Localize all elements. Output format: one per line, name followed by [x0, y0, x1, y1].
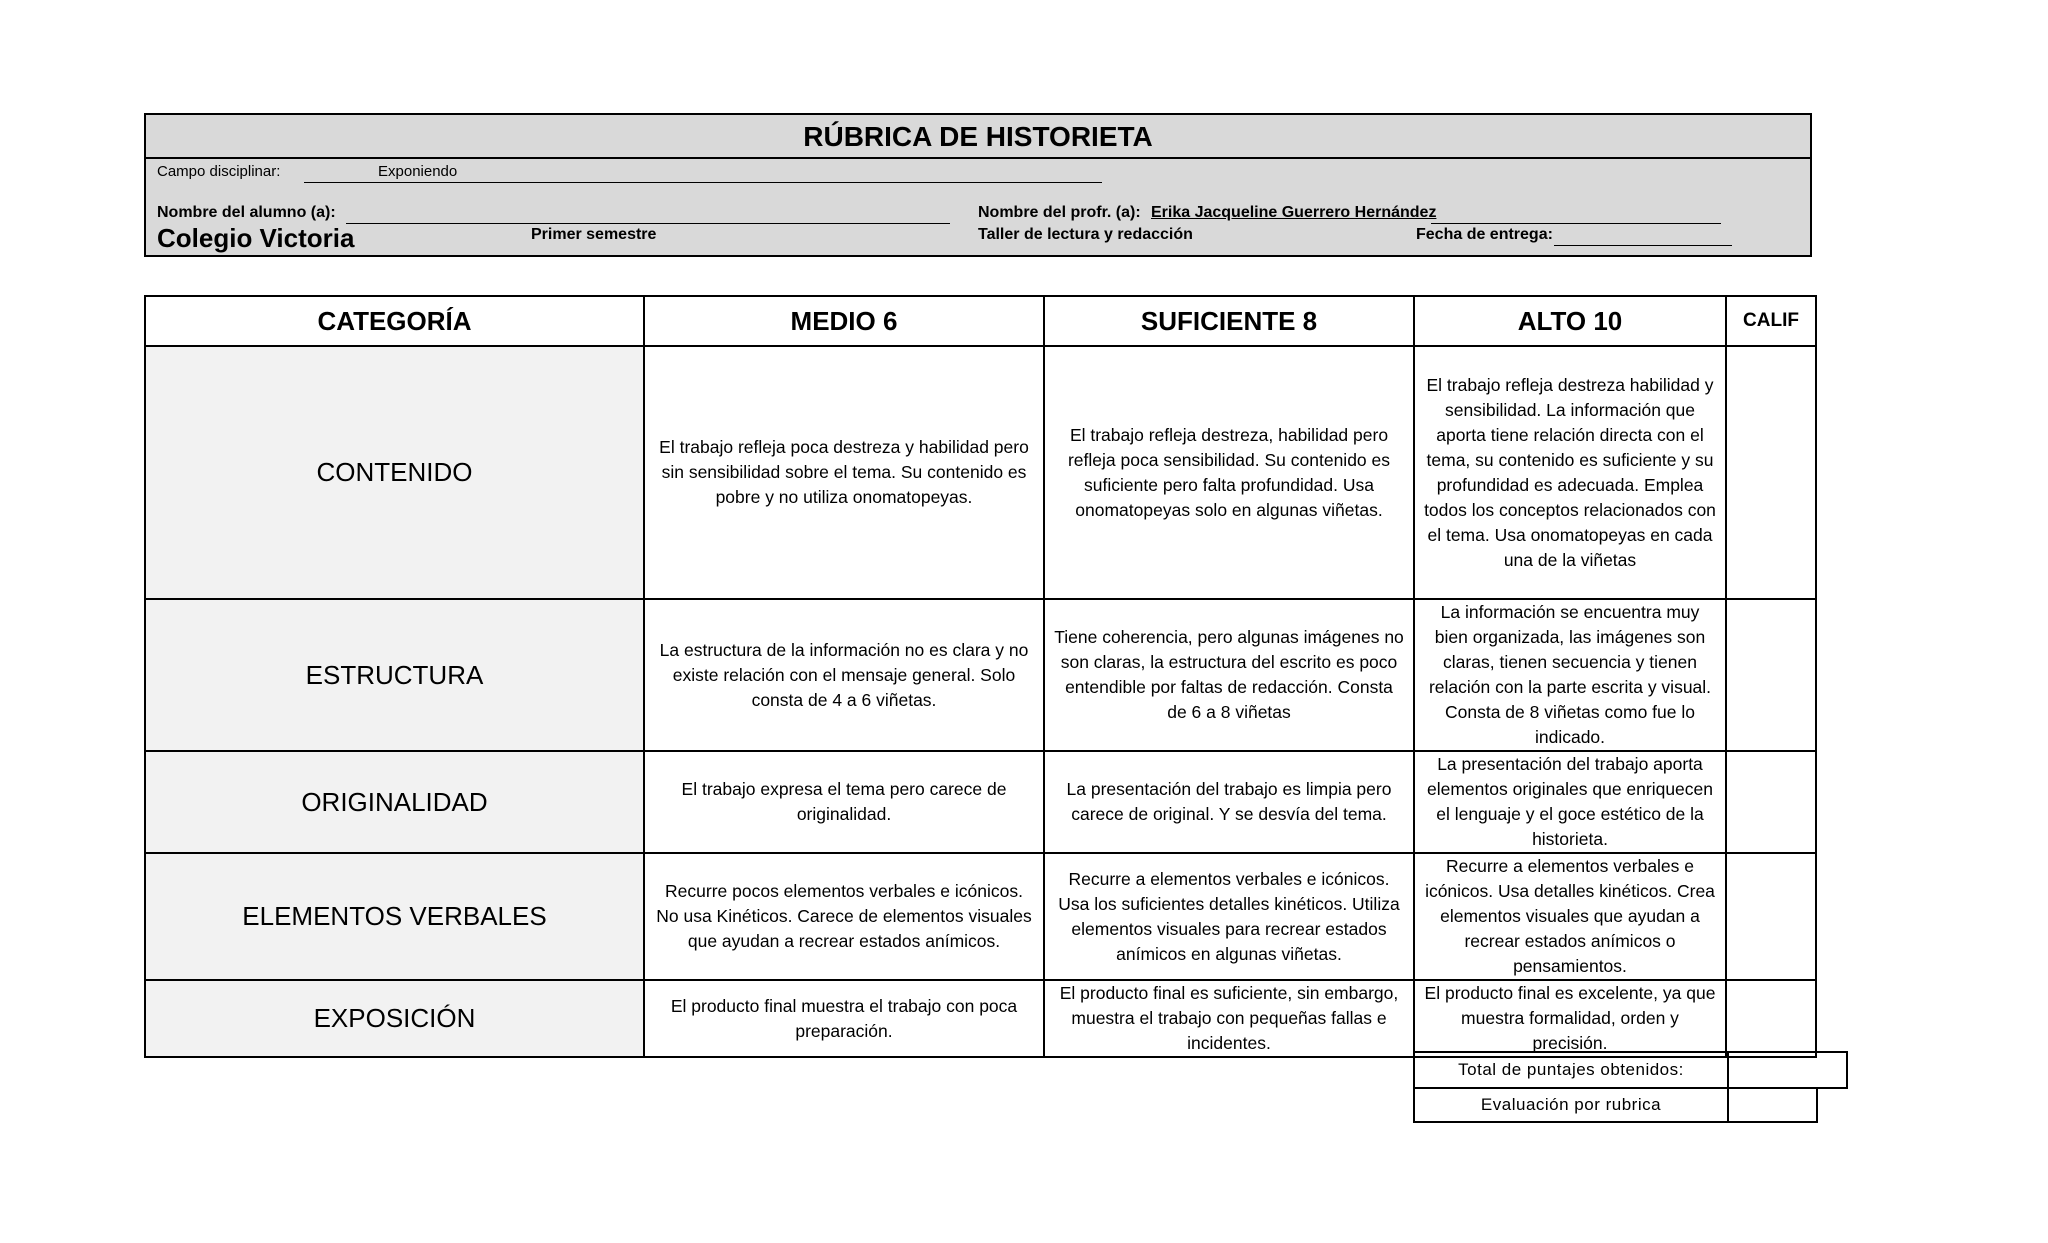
campo-underline	[304, 182, 1102, 183]
medio-cell: Recurre pocos elementos verbales e icónicos. No usa Kinéticos. Carece de elementos visuales que ayudan a recrear estados anímicos.	[644, 853, 1044, 980]
suficiente-cell: Tiene coherencia, pero algunas imágenes no son claras, la estructura del escrito es poco entendible por faltas de redacción. Consta de 6 a 8 viñetas	[1044, 599, 1414, 751]
school-name: Colegio Victoria	[157, 223, 355, 253]
eval-value-field[interactable]	[1727, 1087, 1818, 1123]
table-row	[145, 751, 1816, 853]
suficiente-cell: Recurre a elementos verbales e icónicos. Usa los suficientes detalles kinéticos. Utiliza elementos visuales para recrear estados anímicos en algunas viñetas.	[1044, 853, 1414, 980]
alto-cell: El trabajo refleja destreza habilidad y sensibilidad. La información que aporta tiene relación directa con el tema, su contenido es suficiente y su profundidad es adecuada. Emplea todos los conceptos relacionados con el tema. Usa onomatopeyas en cada una de la viñetas	[1414, 346, 1726, 599]
rubric-header	[144, 113, 1812, 257]
subject-label: Taller de lectura y redacción	[978, 226, 1193, 243]
table-row	[145, 346, 1816, 599]
header-alto: ALTO 10	[1414, 296, 1726, 346]
calif-cell[interactable]	[1726, 599, 1816, 751]
header-suficiente: SUFICIENTE 8	[1044, 296, 1414, 346]
medio-cell: La estructura de la información no es clara y no existe relación con el mensaje general. Solo consta de 4 a 6 viñetas.	[644, 599, 1044, 751]
calif-cell[interactable]	[1726, 980, 1816, 1057]
table-row	[145, 980, 1816, 1057]
category-cell: CONTENIDO	[145, 346, 644, 599]
medio-cell: El trabajo refleja poca destreza y habilidad pero sin sensibilidad sobre el tema. Su contenido es pobre y no utiliza onomatopeyas.	[644, 346, 1044, 599]
campo-value[interactable]: Exponiendo	[378, 163, 458, 180]
calif-cell[interactable]	[1726, 751, 1816, 853]
header-calif: CALIF	[1726, 296, 1816, 346]
table-row	[145, 853, 1816, 980]
category-cell: ELEMENTOS VERBALES	[145, 853, 644, 980]
header-categoria: CATEGORÍA	[145, 296, 644, 346]
profesor-underline	[1431, 223, 1721, 224]
profesor-value[interactable]: Erika Jacqueline Guerrero Hernández	[1151, 204, 1437, 221]
calif-cell[interactable]	[1726, 346, 1816, 599]
alumno-label: Nombre del alumno (a):	[157, 204, 336, 221]
suficiente-cell: El trabajo refleja destreza, habilidad pero refleja poca sensibilidad. Su contenido es suficiente pero falta profundidad. Usa onomatopeyas solo en algunas viñetas.	[1044, 346, 1414, 599]
category-cell: ESTRUCTURA	[145, 599, 644, 751]
page-title: RÚBRICA DE HISTORIETA	[146, 115, 1810, 159]
alumno-field[interactable]	[346, 223, 950, 224]
calif-cell[interactable]	[1726, 853, 1816, 980]
medio-cell: El producto final muestra el trabajo con poca preparación.	[644, 980, 1044, 1057]
semester-label: Primer semestre	[531, 226, 657, 243]
alto-cell: Recurre a elementos verbales e icónicos. Usa detalles kinéticos. Crea elementos visuales que ayudan a recrear estados anímicos o pensamientos.	[1414, 853, 1726, 980]
total-value-field[interactable]	[1727, 1051, 1848, 1089]
total-label: Total de puntajes obtenidos:	[1413, 1051, 1729, 1089]
profesor-label: Nombre del profr. (a):	[978, 204, 1141, 221]
medio-cell: El trabajo expresa el tema pero carece de originalidad.	[644, 751, 1044, 853]
category-cell: ORIGINALIDAD	[145, 751, 644, 853]
table-header-row	[145, 296, 1816, 346]
campo-label: Campo disciplinar:	[157, 163, 281, 180]
header-medio: MEDIO 6	[644, 296, 1044, 346]
eval-label: Evaluación por rubrica	[1413, 1087, 1729, 1123]
fecha-label: Fecha de entrega:	[1416, 226, 1553, 243]
alto-cell: La presentación del trabajo aporta elementos originales que enriquecen el lenguaje y el goce estético de la historieta.	[1414, 751, 1726, 853]
suficiente-cell: El producto final es suficiente, sin embargo, muestra el trabajo con pequeñas fallas e incidentes.	[1044, 980, 1414, 1057]
alto-cell: El producto final es excelente, ya que muestra formalidad, orden y precisión.	[1414, 980, 1726, 1057]
table-row	[145, 599, 1816, 751]
fecha-field[interactable]	[1554, 245, 1732, 246]
alto-cell: La información se encuentra muy bien organizada, las imágenes son claras, tienen secuencia y tienen relación con la parte escrita y visual. Consta de 8 viñetas como fue lo indicado.	[1414, 599, 1726, 751]
rubric-table	[144, 295, 1817, 1058]
suficiente-cell: La presentación del trabajo es limpia pero carece de original. Y se desvía del tema.	[1044, 751, 1414, 853]
category-cell: EXPOSICIÓN	[145, 980, 644, 1057]
